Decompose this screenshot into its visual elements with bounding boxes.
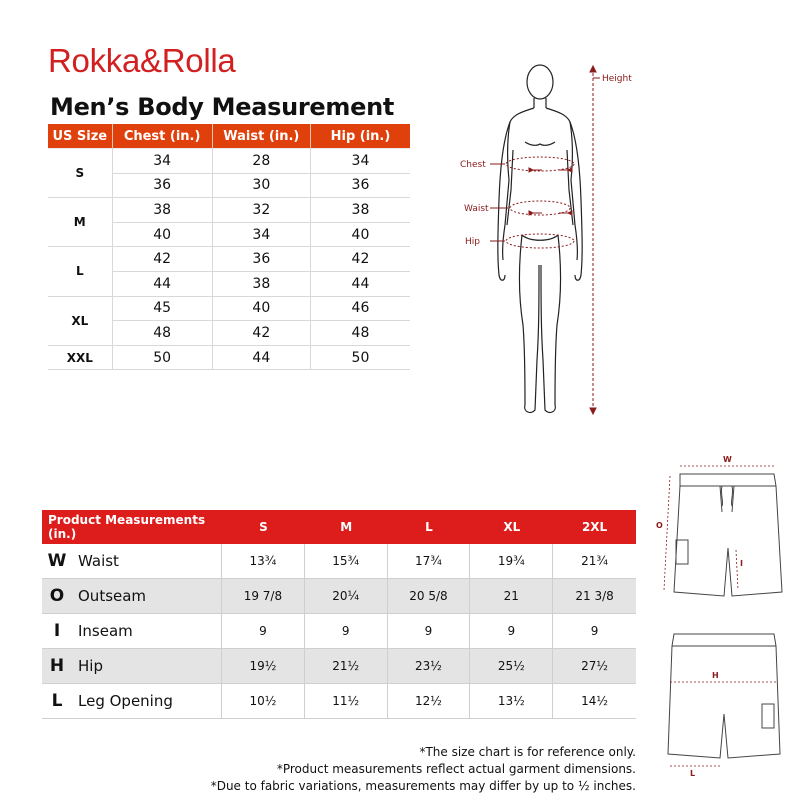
table-row [42,614,636,649]
measurement-cell: 38 [212,271,310,296]
measure-value: 14½ [581,694,609,708]
body-measurement-table [48,124,410,370]
size-header: 2XL [581,520,608,534]
chest-label: Chest [460,160,486,170]
measure-letter: O [49,586,65,606]
note-line: *Product measurements reflect actual garment dimensions. [276,762,636,776]
body-figure-illustration [455,60,645,430]
table-row [42,684,636,719]
size-header: S [259,520,268,534]
size-header: XL [503,520,521,534]
table-row [42,579,636,614]
measure-letter: L [51,691,63,711]
brand-logo-text: Rokka&Rolla [48,42,236,79]
measurement-cell: 40 [112,222,212,247]
measurement-cell: 48 [112,321,212,346]
measurement-cell: 38 [112,198,212,223]
h-label: H [712,671,719,680]
hip-label: Hip [465,237,480,247]
measurement-cell: 44 [310,271,410,296]
measure-value: 23½ [388,649,471,683]
measurement-cell: 34 [310,149,410,174]
measurement-cell: 32 [212,198,310,223]
measurement-cell: 36 [310,173,410,198]
table-row [42,649,636,684]
product-table-body [42,544,636,719]
measure-value: 17¾ [388,544,471,578]
measure-letter: I [53,621,61,641]
footnotes [211,744,636,795]
measure-value: 21¾ [581,554,609,568]
measure-value: 19 7/8 [222,579,305,613]
table-row [48,247,410,272]
measure-letter: H [49,656,65,676]
waist-label: Waist [464,204,489,214]
measure-name: Outseam [72,579,222,613]
measure-name: Leg Opening [72,684,222,718]
measure-letter: W [47,551,67,571]
measure-value: 19½ [222,649,305,683]
measurement-cell: 46 [310,296,410,321]
measurement-cell: 42 [112,247,212,272]
measurement-cell: 36 [212,247,310,272]
shorts-back-diagram [652,624,792,784]
measurement-cell: 38 [310,198,410,223]
measurement-cell: 40 [212,296,310,321]
measurement-cell: 42 [310,247,410,272]
measure-value: 25½ [470,649,553,683]
measure-value: 9 [470,614,553,648]
body-measurement-title: Men’s Body Measurement [50,93,395,121]
measurement-cell: 34 [212,222,310,247]
o-label: O [656,521,663,530]
size-header: M [340,520,353,534]
table-row [48,296,410,321]
i-label: I [740,559,743,568]
measure-value: 13¾ [222,544,305,578]
header-hip: Hip (in.) [310,124,410,149]
measurement-cell: 42 [212,321,310,346]
measurement-cell: 44 [112,271,212,296]
measurement-cell: 40 [310,222,410,247]
note-line: *Due to fabric variations, measurements may differ by up to ½ inches. [210,779,636,793]
measurement-cell: 34 [112,149,212,174]
measure-value: 9 [590,624,599,638]
measure-value: 9 [305,614,388,648]
measure-value: 20¼ [305,579,388,613]
measure-value: 21 3/8 [575,589,614,603]
measure-value: 21½ [305,649,388,683]
product-table-header [42,510,636,544]
note-line: *The size chart is for reference only. [419,745,636,759]
measure-value: 9 [222,614,305,648]
measure-value: 15¾ [305,544,388,578]
body-table-body [48,149,410,370]
product-measurement-table [42,510,636,719]
table-row [42,544,636,579]
size-cell: M [48,198,112,247]
measurement-cell: 36 [112,173,212,198]
header-us-size: US Size [48,124,112,149]
measure-value: 27½ [581,659,609,673]
measure-value: 19¾ [470,544,553,578]
size-cell: S [48,149,112,198]
header-chest: Chest (in.) [112,124,212,149]
product-header-title: Product Measurements (in.) [48,513,206,541]
w-label: W [723,455,732,464]
measurement-cell: 48 [310,321,410,346]
table-row [48,345,410,370]
size-cell: XXL [48,345,112,370]
measurement-cell: 45 [112,296,212,321]
measure-value: 20 5/8 [388,579,471,613]
measure-value: 21 [470,579,553,613]
measure-value: 13½ [470,684,553,718]
measurement-cell: 30 [212,173,310,198]
table-row [48,149,410,174]
measure-value: 9 [388,614,471,648]
table-row [48,198,410,223]
measure-value: 11½ [305,684,388,718]
measure-value: 10½ [222,684,305,718]
measurement-cell: 50 [310,345,410,370]
table-header-row [48,124,410,149]
height-label: Height [602,74,632,84]
size-cell: XL [48,296,112,345]
measure-name: Hip [72,649,222,683]
size-header: L [425,520,433,534]
header-waist: Waist (in.) [212,124,310,149]
measure-value: 12½ [388,684,471,718]
l-label: L [690,769,696,778]
measurement-cell: 44 [212,345,310,370]
measure-name: Inseam [72,614,222,648]
measurement-cell: 50 [112,345,212,370]
measurement-cell: 28 [212,149,310,174]
shorts-front-diagram [652,452,792,612]
size-cell: L [48,247,112,296]
measure-name: Waist [72,544,222,578]
